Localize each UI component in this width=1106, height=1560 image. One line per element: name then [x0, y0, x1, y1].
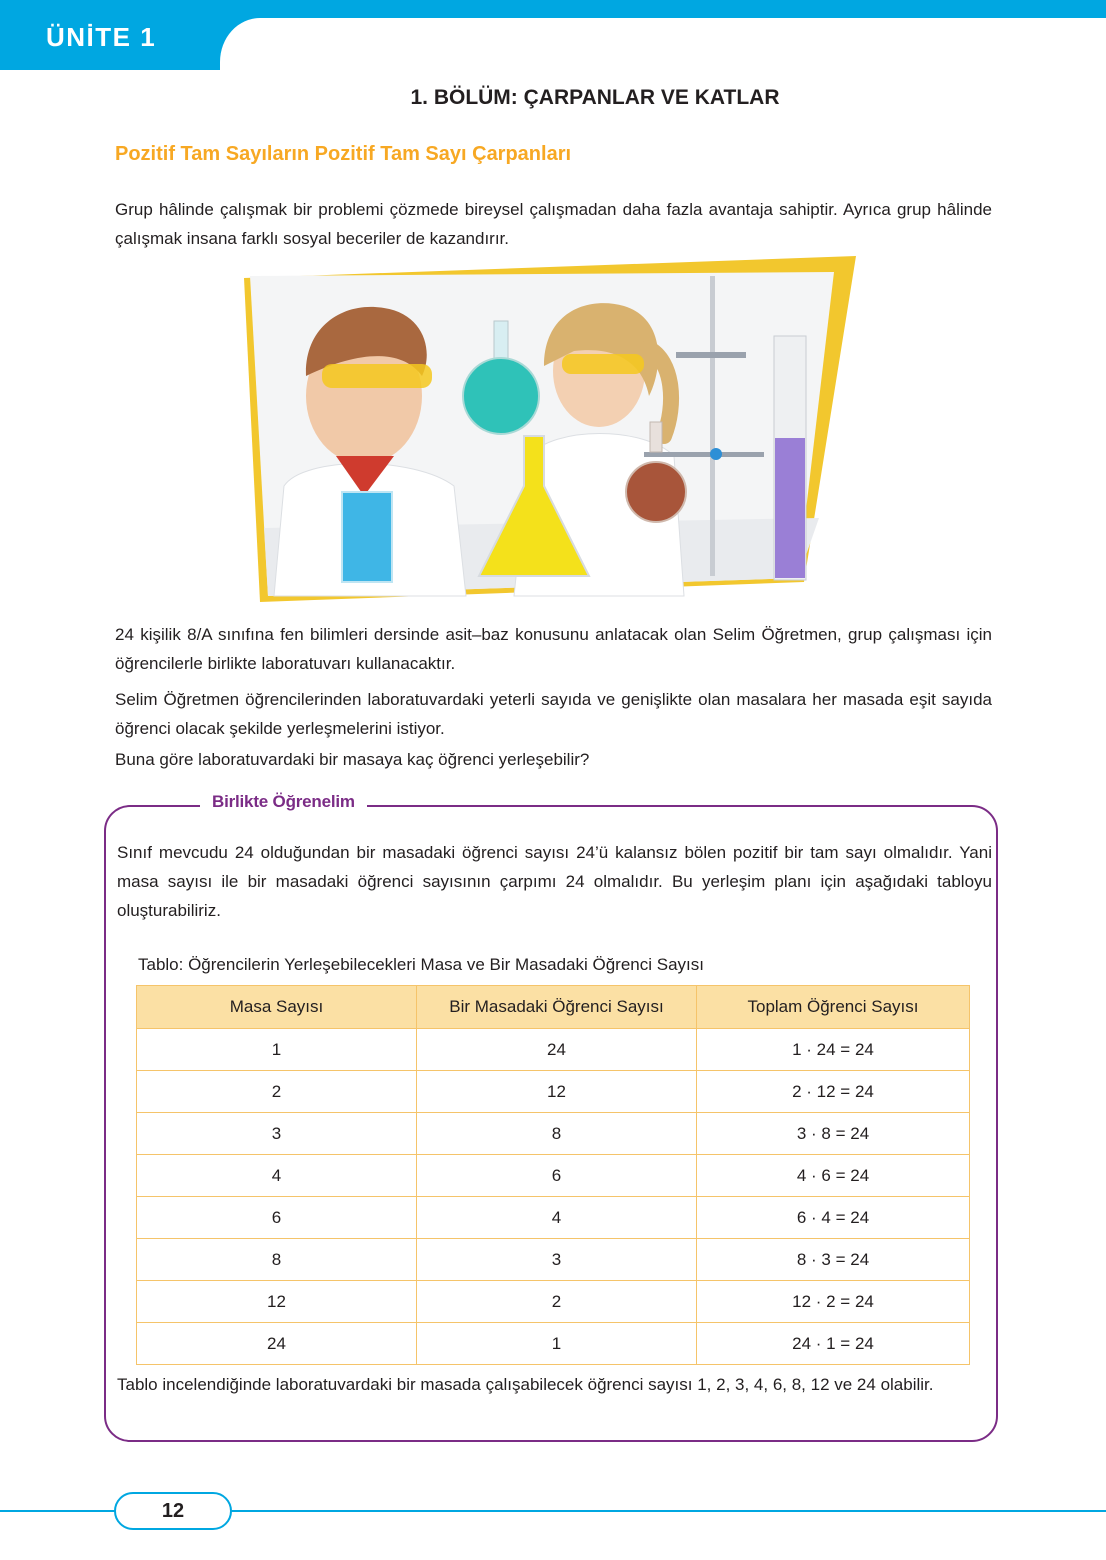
table-count-cell: 2: [137, 1071, 417, 1113]
learn-paragraph: Sınıf mevcudu 24 olduğundan bir masadaki öğrenci sayısı 24’ü kalansız bölen pozitif bir tam sayı olmalıdır. Yani masa sayısı ile bir masadaki öğrenci sayısının çarpımı 24 olmalıdır. Bu yerleşim planı için aşağıdaki tabloyu oluşturabiliriz.: [117, 843, 992, 920]
header-table-count: Masa Sayısı: [137, 986, 417, 1029]
tables-students-table: [136, 985, 970, 1365]
section-title-text: 1. BÖLÜM: ÇARPANLAR VE KATLAR: [410, 86, 780, 109]
students-per-table-cell: 8: [417, 1113, 697, 1155]
total-students-cell: 6 · 4 = 24: [697, 1197, 970, 1239]
total-students-cell: 1 · 24 = 24: [697, 1029, 970, 1071]
total-students-cell: 24 · 1 = 24: [697, 1323, 970, 1365]
problem-question: Buna göre laboratuvardaki bir masaya kaç öğrenci yerleşebilir?: [115, 750, 590, 769]
table-count-cell: 8: [137, 1239, 417, 1281]
table-count-cell: 12: [137, 1281, 417, 1323]
table-count-cell: 4: [137, 1155, 417, 1197]
table-row: [137, 1323, 970, 1365]
table-row: [137, 1155, 970, 1197]
table-row: [137, 1029, 970, 1071]
table-row: [137, 1239, 970, 1281]
students-per-table-cell: 4: [417, 1197, 697, 1239]
table-count-cell: 6: [137, 1197, 417, 1239]
header-total-students: Toplam Öğrenci Sayısı: [697, 986, 970, 1029]
students-per-table-cell: 24: [417, 1029, 697, 1071]
table-header-row: [137, 986, 970, 1029]
page-number: 12: [114, 1492, 232, 1530]
total-students-cell: 4 · 6 = 24: [697, 1155, 970, 1197]
table-row: [137, 1113, 970, 1155]
problem-paragraph-1: 24 kişilik 8/A sınıfına fen bilimleri dersinde asit–baz konusunu anlatacak olan Selim Öğretmen, grup çalışması için öğrencilerle birlikte laboratuvarı kullanacaktır.: [115, 625, 992, 673]
total-students-cell: 8 · 3 = 24: [697, 1239, 970, 1281]
table-count-cell: 3: [137, 1113, 417, 1155]
sub-title: Pozitif Tam Sayıların Pozitif Tam Sayı Çarpanları: [115, 143, 572, 165]
students-per-table-cell: 2: [417, 1281, 697, 1323]
table-caption: Tablo: Öğrencilerin Yerleşebilecekleri Masa ve Bir Masadaki Öğrenci Sayısı: [138, 955, 704, 974]
table-row: [137, 1197, 970, 1239]
total-students-cell: 2 · 12 = 24: [697, 1071, 970, 1113]
students-per-table-cell: 3: [417, 1239, 697, 1281]
table-row: [137, 1071, 970, 1113]
total-students-cell: 12 · 2 = 24: [697, 1281, 970, 1323]
table-count-cell: 24: [137, 1323, 417, 1365]
total-students-cell: 3 · 8 = 24: [697, 1113, 970, 1155]
students-per-table-cell: 6: [417, 1155, 697, 1197]
table-count-cell: 1: [137, 1029, 417, 1071]
intro-paragraph: Grup hâlinde çalışmak bir problemi çözmede bireysel çalışmadan daha fazla avantaja sahiptir. Ayrıca grup hâlinde çalışmak insana farklı sosyal beceriler de kazandırır.: [115, 200, 992, 248]
problem-paragraph-2: Selim Öğretmen öğrencilerinden laboratuvardaki yeterli sayıda ve genişlikte olan masalara her masada eşit sayıda öğrenci olacak şekilde yerleşmelerini istiyor.: [115, 690, 992, 738]
students-per-table-cell: 1: [417, 1323, 697, 1365]
students-per-table-cell: 12: [417, 1071, 697, 1113]
learn-together-label: Birlikte Öğrenelim: [200, 792, 367, 812]
header-students-per-table: Bir Masadaki Öğrenci Sayısı: [417, 986, 697, 1029]
unit-label: ÜNİTE 1: [46, 22, 157, 52]
section-title: [0, 86, 1106, 110]
conclusion-paragraph: Tablo incelendiğinde laboratuvardaki bir masada çalışabilecek öğrenci sayısı 1, 2, 3, 4, 6, 8, 12 ve 24 olabilir.: [117, 1375, 934, 1394]
table-row: [137, 1281, 970, 1323]
children-laboratory-photo: [244, 256, 858, 612]
